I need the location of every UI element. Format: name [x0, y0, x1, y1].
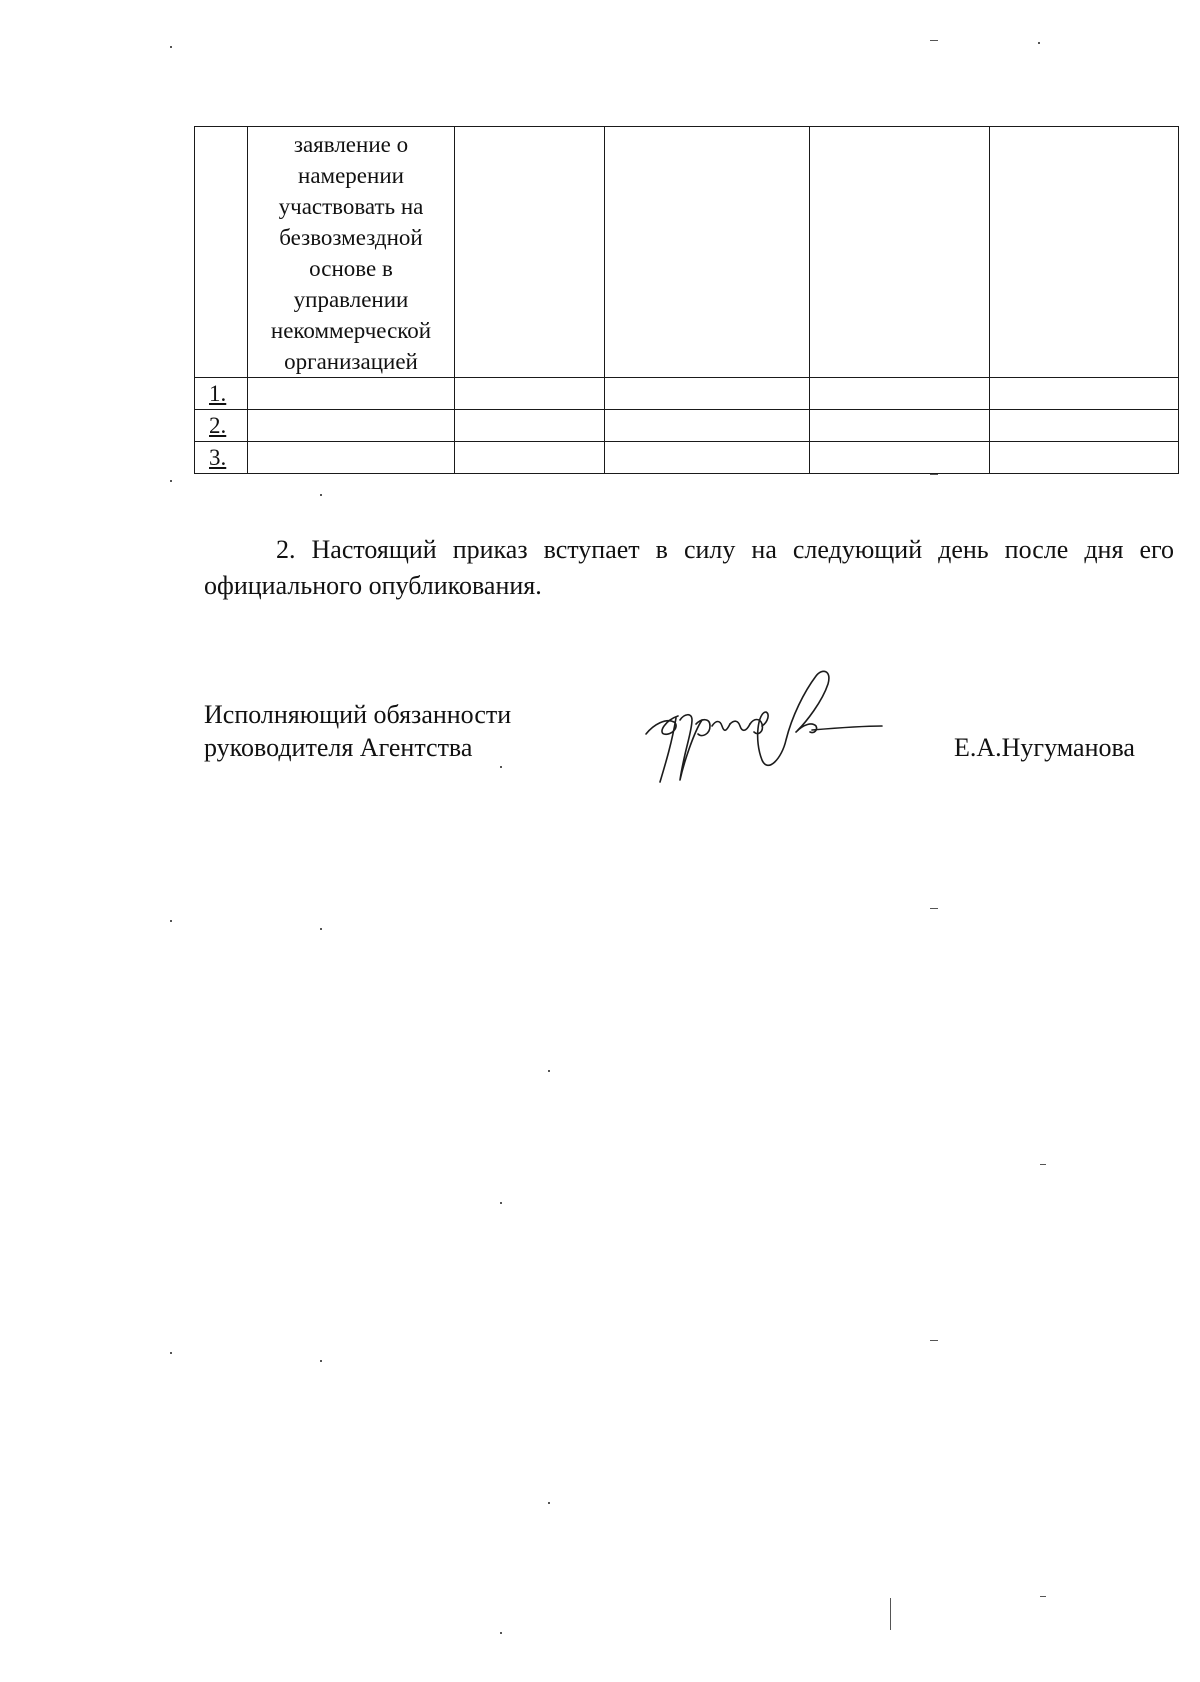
document-table: [194, 126, 1179, 474]
table-cell-empty: [810, 442, 990, 474]
row-number: 1.: [195, 378, 248, 410]
table-cell-empty: [248, 410, 455, 442]
table-cell-number-header: [195, 127, 248, 378]
scan-speck: [320, 928, 322, 930]
description-line: намерении: [298, 163, 404, 188]
description-line: безвозмездной: [279, 225, 423, 250]
handwritten-signature: [636, 662, 886, 792]
scan-speck: [320, 1360, 322, 1362]
description-line: некоммерческой: [270, 318, 432, 343]
table-cell-empty: [455, 127, 605, 378]
description-line: участвовать на: [278, 194, 424, 219]
table-cell-empty: [605, 410, 810, 442]
scan-speck: [170, 1352, 172, 1354]
table-cell-empty: [455, 442, 605, 474]
table-row: [195, 378, 1179, 410]
table-cell-empty: [605, 442, 810, 474]
scan-speck: [500, 1202, 502, 1204]
table-cell-empty: [605, 378, 810, 410]
scan-speck: [1038, 42, 1040, 44]
scan-speck: [548, 1502, 550, 1504]
scan-speck: [320, 494, 322, 496]
description-line: основе в: [309, 256, 393, 281]
table-row: [195, 410, 1179, 442]
scan-speck: [170, 920, 172, 922]
effective-date-paragraph: 2. Настоящий приказ вступает в силу на следующий день после дня его официального опубликования.: [204, 535, 1174, 600]
scan-speck: [1040, 1596, 1046, 1597]
table-cell-empty: [810, 127, 990, 378]
scan-speck: [548, 1070, 550, 1072]
table-cell-empty: [248, 378, 455, 410]
scan-speck: [930, 40, 938, 41]
signer-title-line: Исполняющий обязанности: [204, 700, 512, 729]
table-cell-empty: [248, 442, 455, 474]
table-cell-empty: [990, 410, 1179, 442]
row-number: 3.: [195, 442, 248, 474]
signer-title-line: руководителя Агентства: [204, 733, 473, 762]
description-line: управлении: [293, 287, 409, 312]
table-cell-empty: [810, 410, 990, 442]
scan-speck: [1040, 1164, 1046, 1165]
signer-name: Е.А.Нугуманова: [954, 733, 1135, 762]
table-cell-description: [248, 127, 455, 378]
table-cell-empty: [990, 378, 1179, 410]
table-row: [195, 442, 1179, 474]
scan-speck: [930, 908, 938, 909]
row-number: 2.: [195, 410, 248, 442]
scan-speck: [890, 1598, 891, 1630]
description-line: заявление о: [293, 132, 409, 157]
scan-speck: [930, 474, 938, 475]
table-cell-empty: [810, 378, 990, 410]
scan-speck: [500, 766, 502, 768]
table-cell-empty: [990, 127, 1179, 378]
description-line: организацией: [284, 349, 418, 374]
signer-title: [204, 698, 511, 764]
scan-speck: [930, 1340, 938, 1341]
scan-speck: [170, 480, 172, 482]
scan-speck: [170, 46, 172, 48]
table-cell-empty: [455, 410, 605, 442]
table-header-row: [195, 127, 1179, 378]
table-cell-empty: [455, 378, 605, 410]
table-cell-empty: [605, 127, 810, 378]
table-cell-empty: [990, 442, 1179, 474]
scan-speck: [500, 1632, 502, 1634]
